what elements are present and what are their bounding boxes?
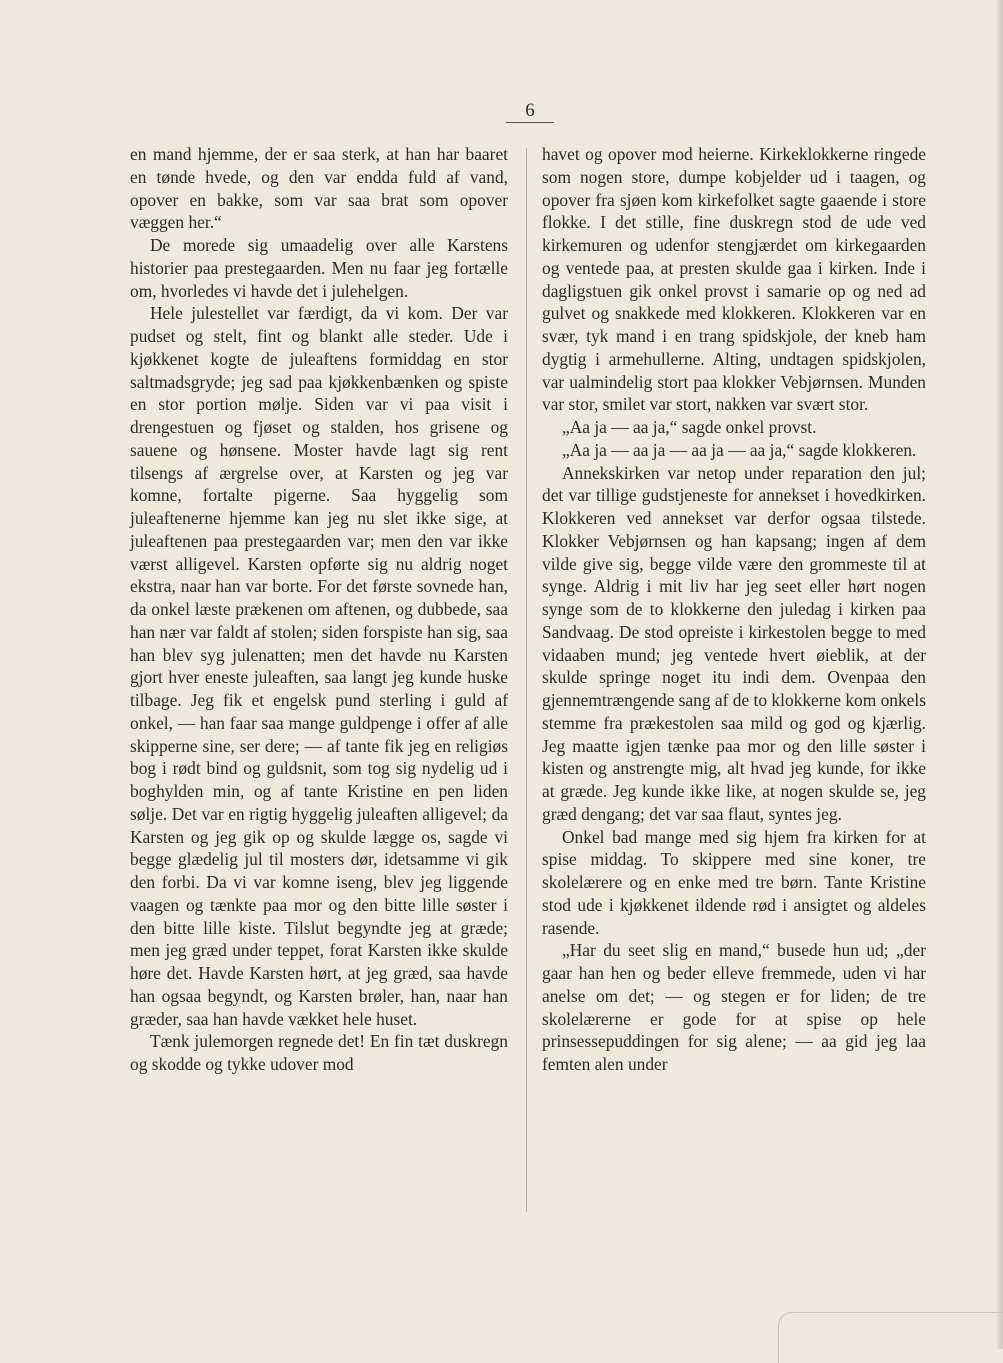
column-divider — [526, 148, 527, 1212]
page-number: 6 — [506, 100, 554, 123]
paragraph: Annekskirken var netop under reparation den jul; det var tillige gudstjeneste for annekset i hovedkirken. Klokkeren ved annekset var derfor ogsaa tilstede. Klokker Vebjørnsen og han kapsang; ingen af dem vilde give sig, begge vilde være den grommeste til at synge. Aldrig i mit liv har jeg seet eller hørt nogen synge som de to klokkerne den juledag i kirken paa Sandvaag. De stod opreiste i kirkestolen begge to med vidaaben mund; jeg ventede hvert øieblik, at der skulde springe noget itu indi dem. Ovenpaa den gjennemtrængende sang af de to klokkerne kom onkels stemme fra prækestolen saa mild og god og kjærlig. Jeg maatte igjen tænke paa mor og den lille søster i kisten og anstrengte mig, alt hvad jeg kunde, for ikke at græde. Jeg kunde ikke like, at nogen skulde se, jeg græd dengang; det var saa flaut, syntes jeg. — [542, 462, 926, 824]
paragraph: havet og opover mod heierne. Kirkeklokkerne ringede som nogen store, dumpe kobjelder ud i taagen, og opover fra sjøen kom kirkefolket sagte gaaende i store flokke. I det stille, fine duskregn stod de ude ved kirkemuren og udenfor stengjærdet om kirkegaarden og ventede paa, at presten skulde gaa i kirken. Inde i dagligstuen gik onkel provst i samarie op og ned ad gulvet og snakkede med klokkeren. Klokkeren var en svær, tyk mand i en trang spidskjole, der kneb ham dygtig i armehullerne. Alting, undtagen spidskjolen, var ualmindelig stort paa klokker Vebjørnsen. Munden var stor, smilet var stort, nakken var svært stor. — [542, 144, 926, 415]
right-text-column — [542, 143, 926, 1076]
page-edge-shadow — [997, 0, 1003, 1349]
paragraph: Tænk julemorgen regnede det! En fin tæt duskregn og skodde og tykke udover mod — [130, 1031, 508, 1074]
paragraph: Hele julestellet var færdigt, da vi kom. Der var pudset og stelt, fint og blankt alle steder. Ude i kjøkkenet kogte de juleaftens formiddag en stor saltmadsgryde; jeg sad paa kjøkkenbænken og spiste en stor portion mølje. Siden var vi paa visit i drengestuen og fjøset og stalden, hos grisene og sauene og hønsene. Moster havde lagt sig rent tilsengs af ærgrelse over, at Karsten og jeg var komne, fortalte pigerne. Saa hyggelig som juleaftenerne hjemme kan jeg nu slet ikke sige, at juleaftenen paa prestegaarden var; men den var ikke værst alligevel. Karsten opførte sig nu aldrig noget ekstra, naar han var borte. For det første sovnede han, da onkel læste prækenen om aftenen, og dubbede, saa han nær var faldt af stolen; siden forspiste han sig, saa han blev syg julenatten; men det havde nu Karsten gjort hver eneste juleaften, saa langt jeg kunde huske tilbage. Jeg fik et engelsk pund sterling i guld af onkel, — han faar saa mange guldpenge i offer af alle skipperne sine, ser dere; — af tante fik jeg en religiøs bog i rødt bind og guldsnit, som tog sig nydelig ud i boghylden min, og af tante Kristine en pen liden sølje. Det var en rigtig hyggelig juleaften alligevel; da Karsten og jeg gik op og skulde lægge os, sagde vi begge glædelig jul til mosters dør, idetsamme vi gik den forbi. Da vi var komne iseng, blev jeg liggende vaagen og tænkte paa mor og den bitte lille søster i den bitte lille kiste. Tilslut begyndte jeg at græde; men jeg græd under teppet, forat Karsten ikke skulde høre det. Havde Karsten hørt, at jeg græd, saa havde han ogsaa begyndt, og Karsten brøler, han, naar han græder, saa han havde vækket hele huset. — [130, 303, 508, 1029]
paragraph: en mand hjemme, der er saa sterk, at han har baaret en tønde hvede, og den var endda fuld af vand, opover en bakke, som var saa brat som opover væggen her.“ — [130, 144, 508, 233]
paragraph: „Aa ja — aa ja — aa ja — aa ja,“ sagde klokkeren. — [562, 439, 917, 460]
paragraph: „Har du seet slig en mand,“ busede hun ud; „der gaar han hen og beder elleve fremmede, uden vi har anelse om det; — og stegen er for liden; de tre skolelærerne er gode for at spise op hele prinsessepuddingen for sig alene; — aa gid jeg laa femten alen under — [542, 940, 926, 1074]
paragraph: Onkel bad mange med sig hjem fra kirken for at spise middag. To skippere med sine koner, tre skolelærere og en enke med tre børn. Tante Kristine stod ude i kjøkkenet ildende rød i ansigtet og aldeles rasende. — [542, 826, 926, 938]
paragraph: De morede sig umaadelig over alle Karstens historier paa prestegaarden. Men nu faar jeg fortælle om, hvorledes vi havde det i julehelgen. — [130, 235, 508, 301]
page-corner-mark — [778, 1312, 1003, 1363]
paragraph: „Aa ja — aa ja,“ sagde onkel provst. — [562, 417, 817, 437]
left-text-column — [130, 143, 508, 1076]
